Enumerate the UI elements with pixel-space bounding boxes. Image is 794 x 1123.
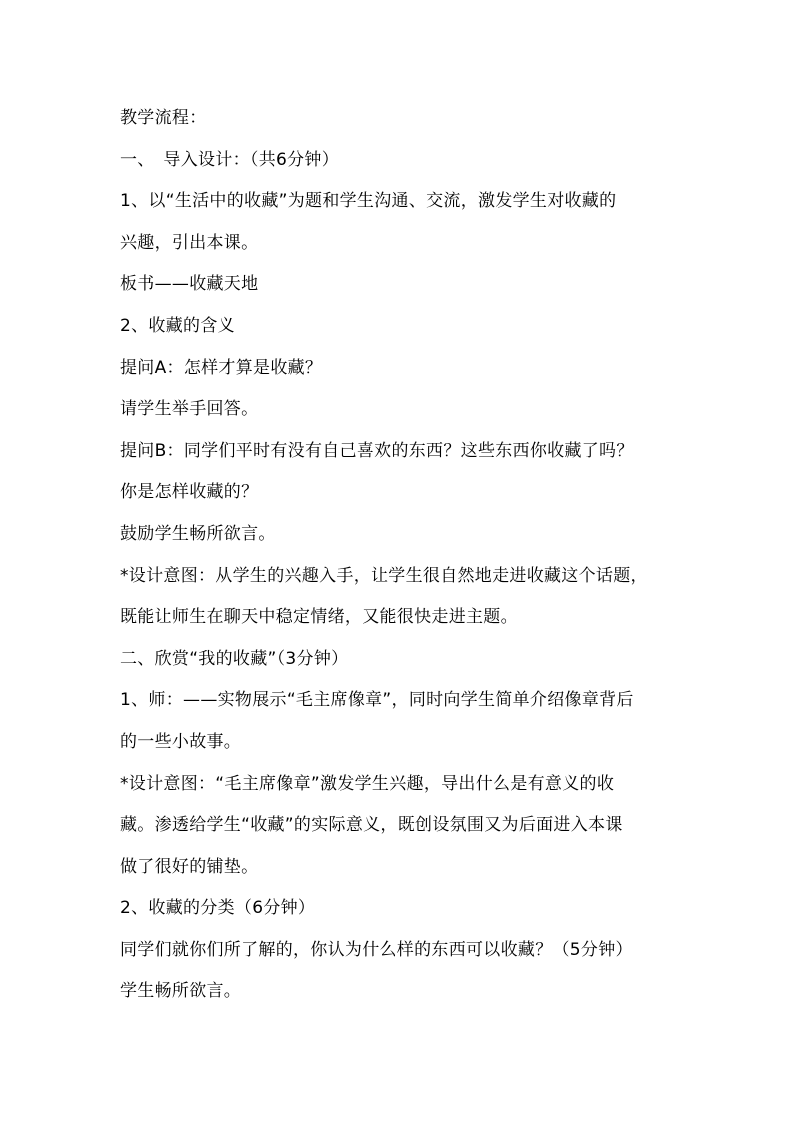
paragraph-line: 鼓励学生畅所欲言。 bbox=[120, 523, 276, 544]
paragraph-line: 你是怎样收藏的？ bbox=[120, 482, 259, 503]
paragraph-line: 既能让师生在聊天中稳定情绪，又能很快走进主题。 bbox=[120, 607, 518, 628]
paragraph-line: 同学们就你们所了解的，你认为什么样的东西可以收藏？（5分钟） bbox=[120, 939, 633, 960]
paragraph-line: *设计意图：从学生的兴趣入手，让学生很自然地走进收藏这个话题， bbox=[120, 565, 648, 586]
document-body bbox=[120, 98, 690, 1013]
paragraph-line: 提问A：怎样才算是收藏？ bbox=[120, 357, 323, 378]
paragraph-line: 请学生举手回答。 bbox=[120, 399, 259, 420]
paragraph-line: 做了很好的铺垫。 bbox=[120, 856, 259, 877]
paragraph-line: 板书——收藏天地 bbox=[120, 274, 259, 295]
paragraph-line: 1、以“生活中的收藏”为题和学生沟通、交流，激发学生对收藏的 bbox=[120, 191, 617, 212]
paragraph-line: 1、师：——实物展示“毛主席像章”，同时向学生简单介绍像章背后 bbox=[120, 690, 634, 711]
section-1-heading: 一、 导入设计：（共6分钟） bbox=[120, 149, 340, 170]
paragraph-line: 兴趣，引出本课。 bbox=[120, 232, 259, 253]
paragraph-line: 提问B：同学们平时有没有自己喜欢的东西？这些东西你收藏了吗？ bbox=[120, 440, 634, 461]
heading-teaching-process: 教学流程： bbox=[120, 108, 207, 128]
paragraph-line: 的一些小故事。 bbox=[120, 731, 242, 752]
paragraph-line: 藏。渗透给学生“收藏”的实际意义，既创设氛围又为后面进入本课 bbox=[120, 815, 623, 836]
section-2-heading: 二、欣赏“我的收藏”（3分钟） bbox=[120, 648, 349, 669]
paragraph-line: 2、收藏的含义 bbox=[120, 315, 235, 336]
paragraph-line: 2、收藏的分类（6分钟） bbox=[120, 898, 316, 919]
paragraph-line: 学生畅所欲言。 bbox=[120, 981, 242, 1002]
paragraph-line: *设计意图：“毛主席像章”激发学生兴趣，导出什么是有意义的收 bbox=[120, 773, 615, 794]
